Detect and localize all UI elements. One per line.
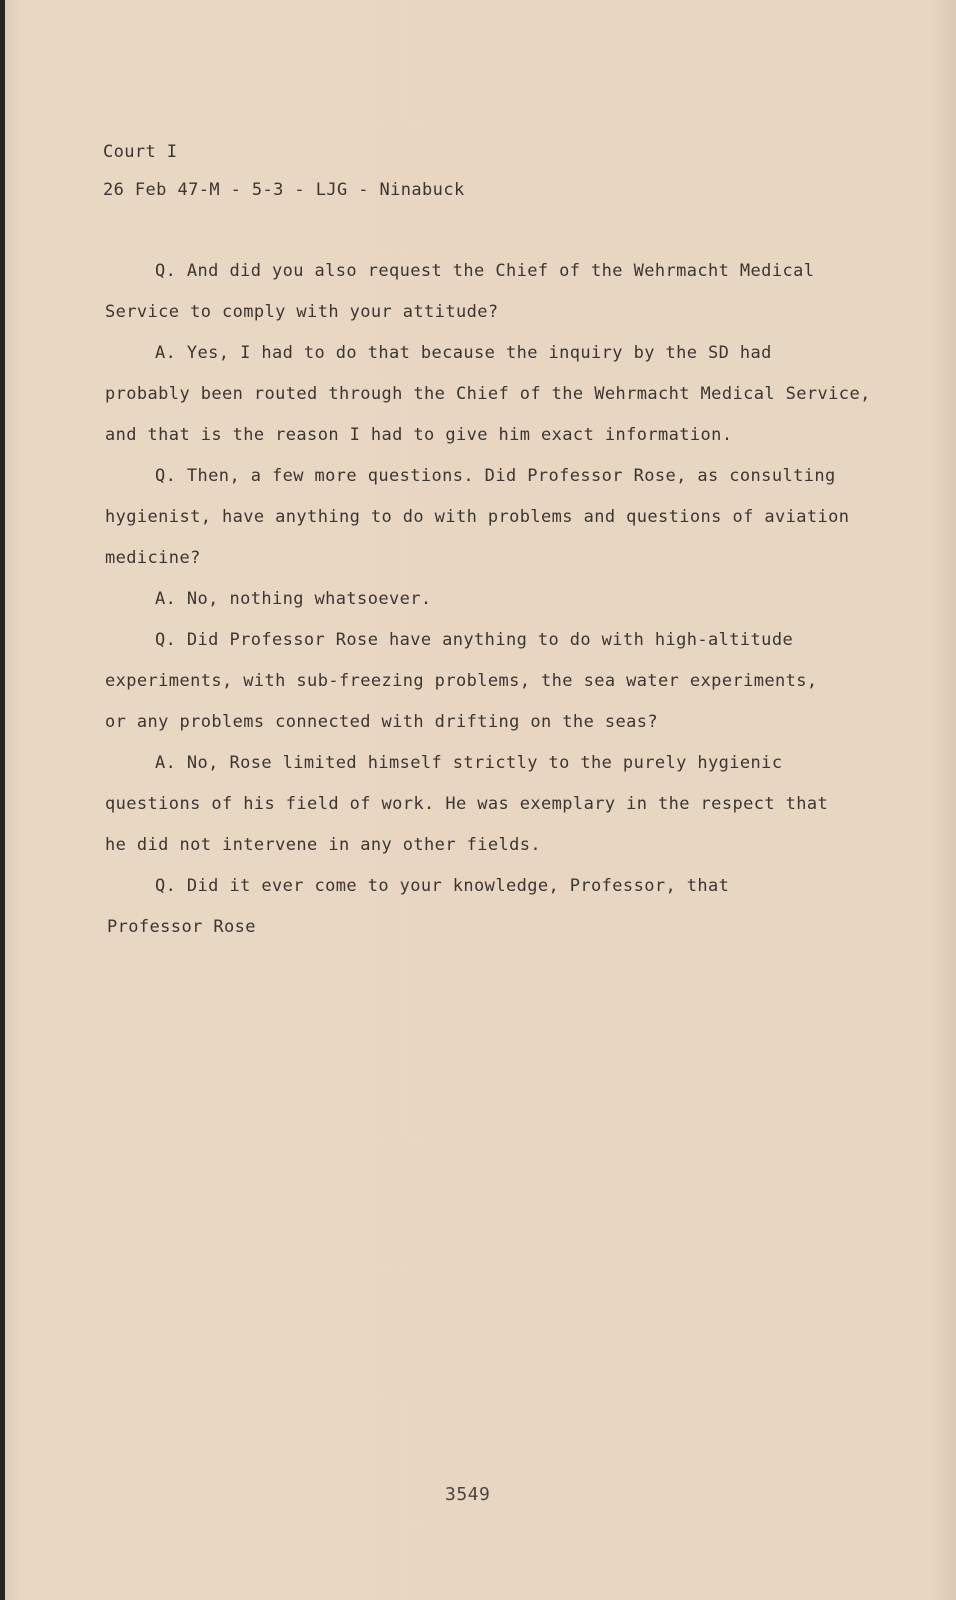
body-line: Q. Did it ever come to your knowledge, Professor, that [155,876,730,896]
page-number: 3549 [445,1484,491,1505]
body-line: Professor Rose [107,917,256,937]
body-line: A. Yes, I had to do that because the inquiry by the SD had [155,343,772,363]
body-line: experiments, with sub-freezing problems, the sea water experiments, [105,671,818,691]
body-line: Q. Then, a few more questions. Did Professor Rose, as consulting [155,466,836,486]
body-line: questions of his field of work. He was exemplary in the respect that [105,794,829,814]
body-line: A. No, nothing whatsoever. [155,589,432,609]
body-line: Service to comply with your attitude? [105,302,499,322]
body-line: Q. Did Professor Rose have anything to do with high-altitude [155,630,794,650]
body-line: he did not intervene in any other fields. [105,835,542,855]
body-line: probably been routed through the Chief of the Wehrmacht Medical Service, [105,384,871,404]
body-line: medicine? [105,548,201,568]
body-line: A. No, Rose limited himself strictly to the purely hygienic [155,753,783,773]
body-line: and that is the reason I had to give him exact information. [105,425,733,445]
body-line: hygienist, have anything to do with problems and questions of aviation [105,507,850,527]
court-heading: Court I [103,142,178,162]
session-line: 26 Feb 47-M - 5-3 - LJG - Ninabuck [103,180,465,200]
body-line: Q. And did you also request the Chief of the Wehrmacht Medical [155,261,815,281]
body-line: or any problems connected with drifting on the seas? [105,712,659,732]
page-edge [0,0,5,1600]
